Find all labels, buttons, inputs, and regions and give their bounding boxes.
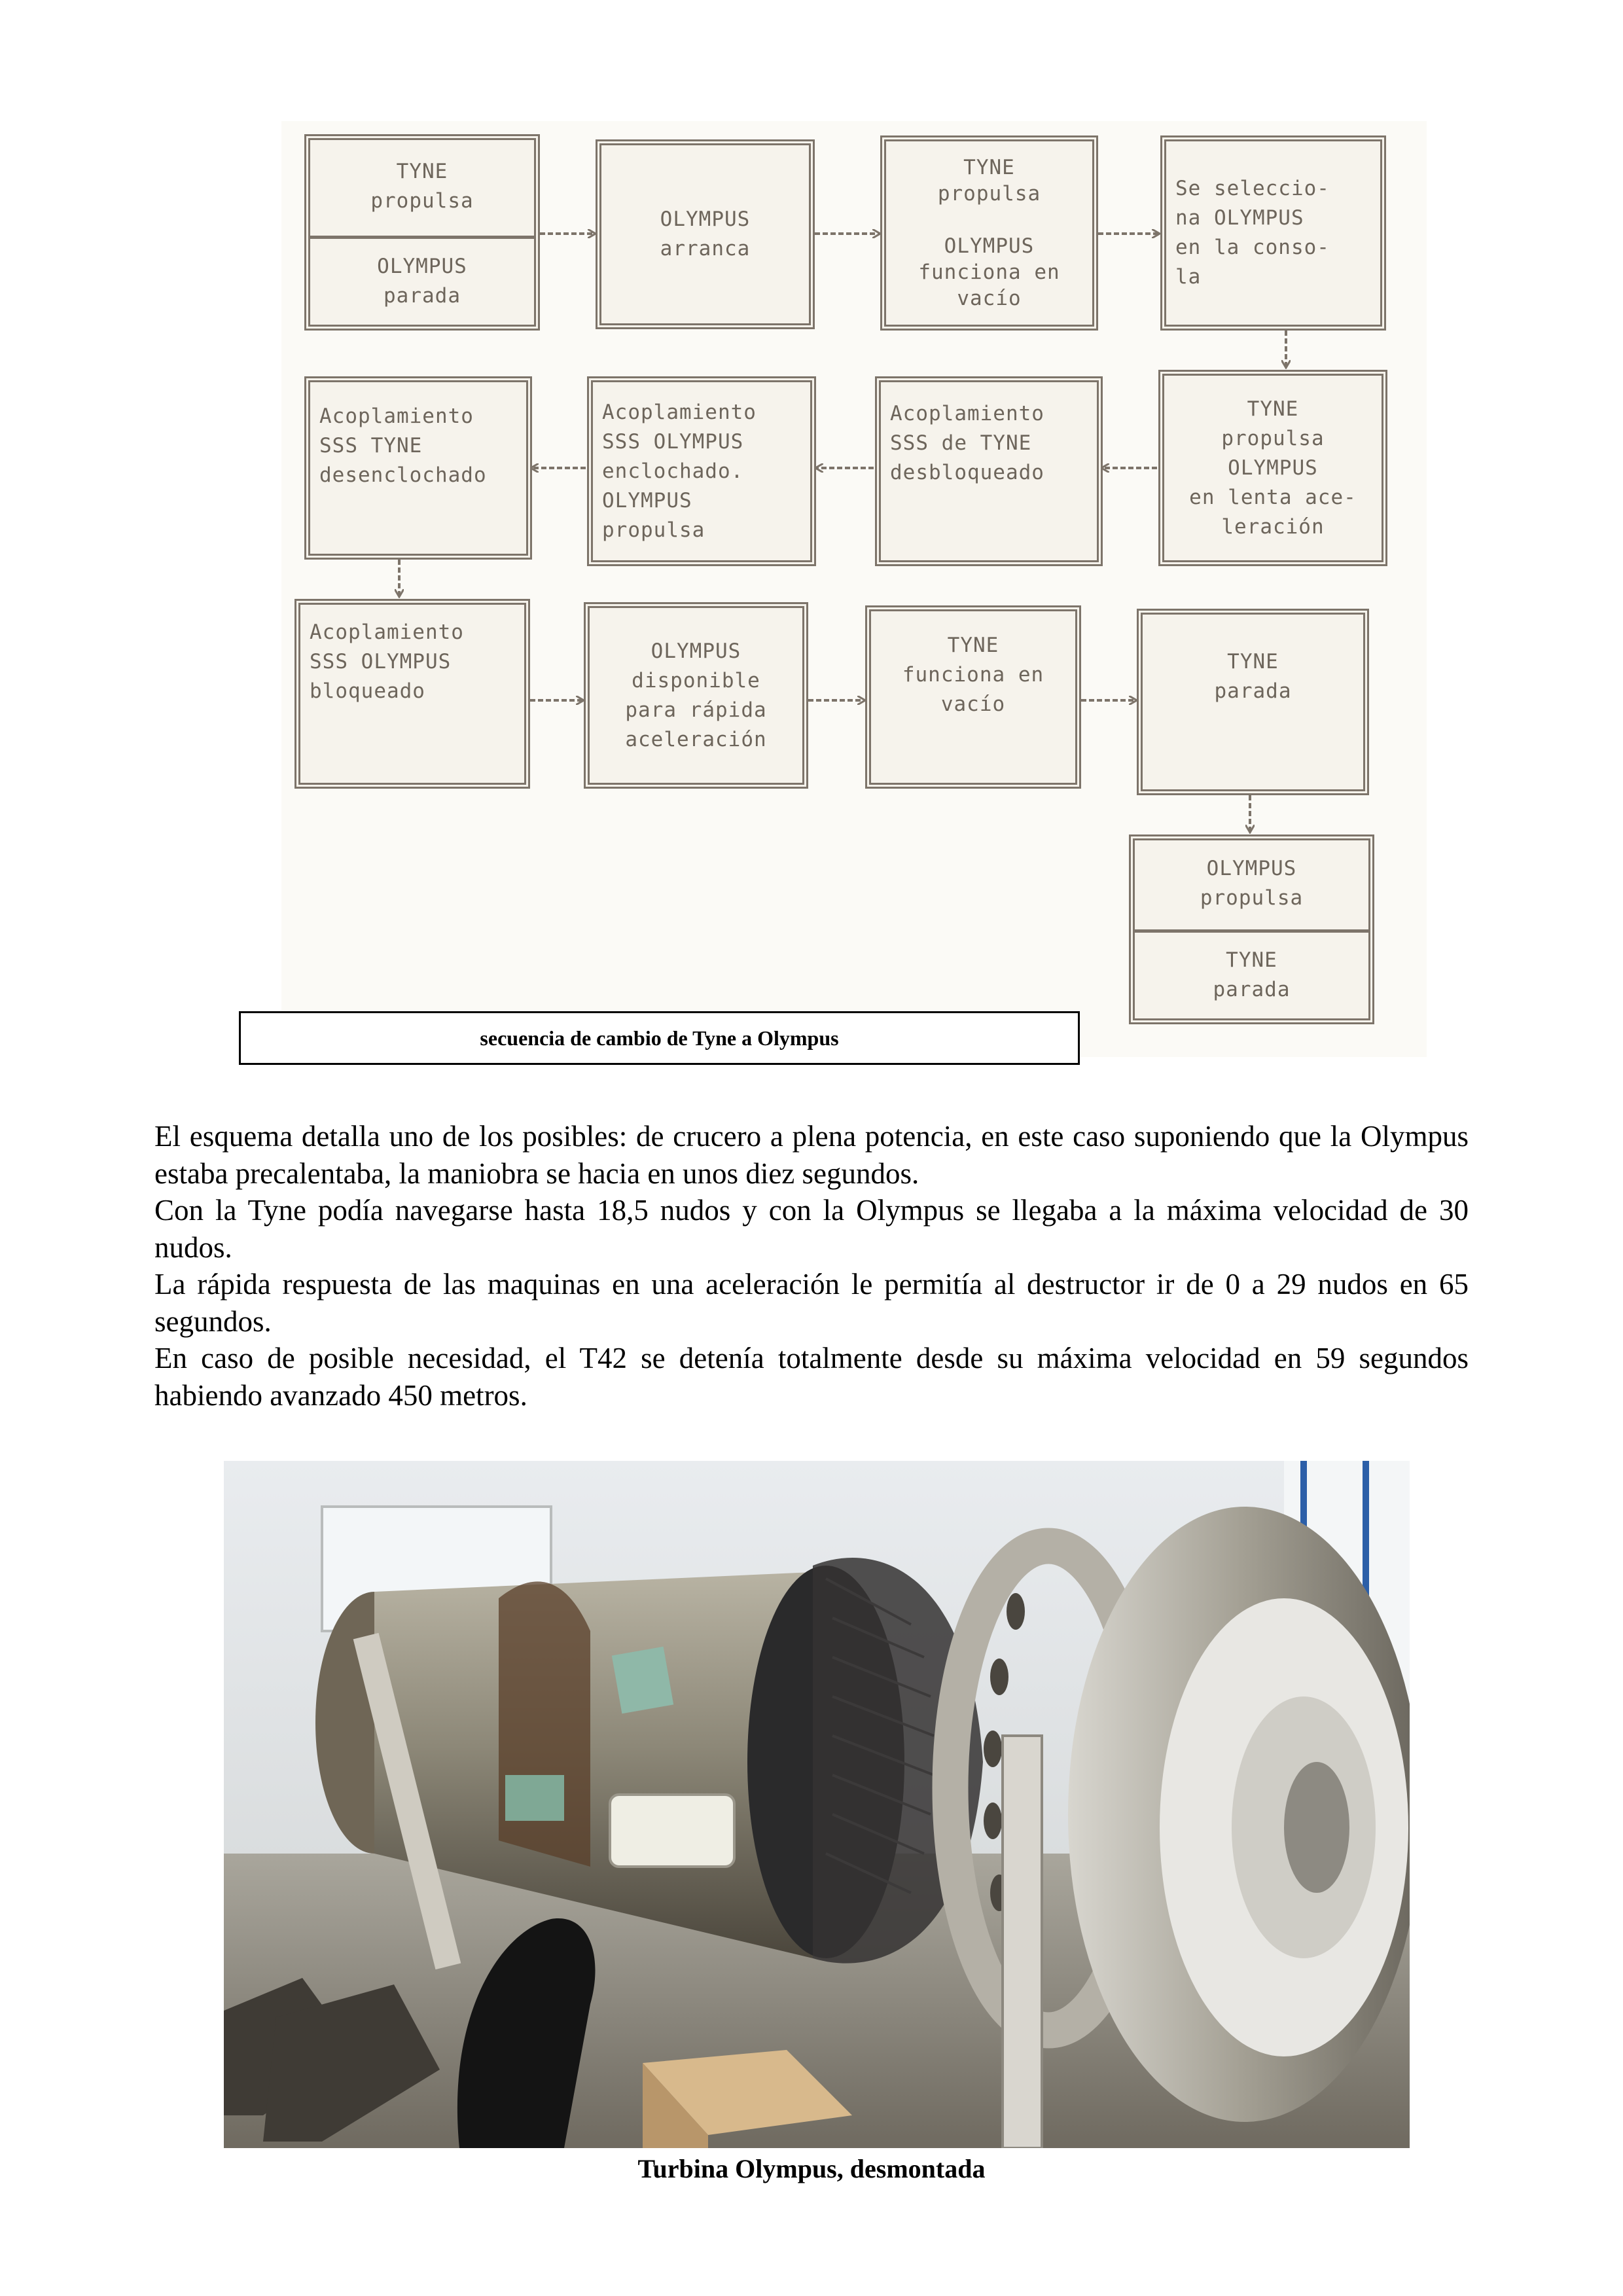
- node-tyne-propulsa-olympus-lenta: TYNE propulsa OLYMPUS en lenta ace- leración: [1158, 370, 1387, 566]
- node-sss-olympus-bloqueado: Acoplamiento SSS OLYMPUS bloqueado: [294, 599, 530, 789]
- paragraph: Con la Tyne podía navegarse hasta 18,5 nudos y con la Olympus se llegaba a la máxima velocidad de 30 nudos.: [154, 1194, 1469, 1264]
- paragraph: En caso de posible necesidad, el T42 se detenía totalmente desde su máxima velocidad en 59 segundos habiendo avanzado 450 metros.: [154, 1342, 1469, 1412]
- node-sss-tyne-desbloqueado: Acoplamiento SSS de TYNE desbloqueado: [875, 376, 1103, 566]
- body-text: [154, 1118, 1469, 1414]
- photo-caption: Turbina Olympus, desmontada: [637, 2154, 986, 2183]
- node-tyne-parada: TYNE parada: [1137, 609, 1369, 795]
- node-olympus-disponible: OLYMPUS disponible para rápida aceleración: [584, 602, 808, 789]
- node-tyne-propulsa-olympus-vacio: TYNE propulsa OLYMPUS funciona en vacío: [880, 135, 1098, 331]
- paragraph: El esquema detalla uno de los posibles: de crucero a plena potencia, en este caso suponiendo que la Olympus estaba precalentaba, la maniobra se hacia en unos diez segundos.: [154, 1120, 1469, 1190]
- diagram-caption: secuencia de cambio de Tyne a Olympus: [239, 1011, 1080, 1065]
- node-seleccion-consola: Se seleccio- na OLYMPUS en la conso- la: [1160, 135, 1386, 331]
- node-tyne-propulsa-olympus-parada: TYNE propulsa OLYMPUS parada: [304, 134, 540, 331]
- turbine-illustration: [224, 1461, 1410, 2148]
- node-olympus-propulsa-tyne-parada: OLYMPUS propulsa TYNE parada: [1129, 834, 1374, 1024]
- node-sss-olympus-enclochado: Acoplamiento SSS OLYMPUS enclochado. OLYMPUS propulsa: [587, 376, 816, 566]
- node-olympus-arranca: OLYMPUS arranca: [596, 139, 815, 329]
- paragraph: La rápida respuesta de las maquinas en una aceleración le permitía al destructor ir de 0 a 29 nudos en 65 segundos.: [154, 1268, 1469, 1338]
- turbine-photo: [224, 1461, 1410, 2148]
- node-tyne-funciona-vacio: TYNE funciona en vacío: [865, 605, 1081, 789]
- flow-diagram: [281, 121, 1427, 1057]
- node-sss-tyne-desenclochado: Acoplamiento SSS TYNE desenclochado: [304, 376, 532, 560]
